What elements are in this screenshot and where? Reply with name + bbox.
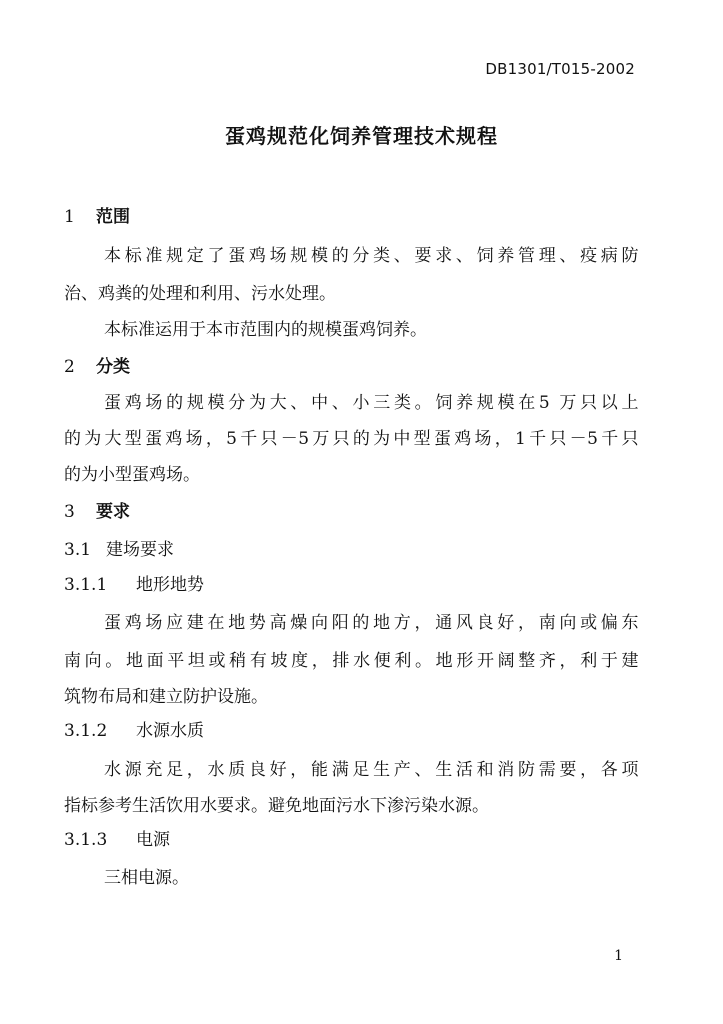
subsection-title: 建场要求: [106, 540, 174, 560]
section-title: 分类: [96, 357, 130, 377]
page-number: 1: [614, 948, 623, 964]
paragraph-line: 南向。地面平坦或稍有坡度，排水便利。地形开阔整齐，利于建: [64, 651, 639, 671]
subsection-title: 电源: [136, 830, 170, 850]
subsection-3-1-3-heading: [64, 829, 170, 851]
paragraph-line: 三相电源。: [104, 868, 189, 888]
subsection-number: 3.1.1: [64, 575, 108, 595]
paragraph-line: 蛋鸡场的规模分为大、中、小三类。饲养规模在5 万只以上: [104, 393, 639, 413]
document-title: 蛋鸡规范化饲养管理技术规程: [225, 124, 498, 148]
paragraph-line: 本标准规定了蛋鸡场规模的分类、要求、饲养管理、疫病防: [104, 246, 639, 266]
paragraph-line: 筑物布局和建立防护设施。: [64, 687, 268, 707]
section-number: 3: [64, 502, 75, 522]
subsection-number: 3.1: [64, 540, 92, 560]
subsection-3-1-1-heading: [64, 574, 204, 596]
subsection-title: 地形地势: [136, 575, 204, 595]
paragraph-line: 指标参考生活饮用水要求。避免地面污水下渗污染水源。: [64, 796, 489, 816]
document-code: DB1301/T015-2002: [485, 60, 635, 78]
subsection-title: 水源水质: [136, 721, 204, 741]
paragraph-line: 治、鸡粪的处理和利用、污水处理。: [64, 284, 336, 304]
subsection-number: 3.1.3: [64, 830, 108, 850]
section-2-heading: [64, 356, 130, 378]
paragraph-line: 的为大型蛋鸡场，5千只－5万只的为中型蛋鸡场，1千只－5千只: [64, 429, 639, 449]
section-1-heading: [64, 206, 130, 228]
section-title: 要求: [96, 502, 130, 522]
subsection-3-1-2-heading: [64, 720, 204, 742]
section-title: 范围: [96, 207, 130, 227]
paragraph-line: 水源充足，水质良好，能满足生产、生活和消防需要，各项: [104, 760, 639, 780]
paragraph-line: 本标准运用于本市范围内的规模蛋鸡饲养。: [104, 320, 427, 340]
section-number: 2: [64, 357, 75, 377]
paragraph-line: 的为小型蛋鸡场。: [64, 465, 200, 485]
section-3-heading: [64, 501, 130, 523]
subsection-number: 3.1.2: [64, 721, 108, 741]
section-number: 1: [64, 207, 75, 227]
subsection-3-1-heading: [64, 539, 174, 561]
paragraph-line: 蛋鸡场应建在地势高燥向阳的地方，通风良好，南向或偏东: [104, 613, 639, 633]
